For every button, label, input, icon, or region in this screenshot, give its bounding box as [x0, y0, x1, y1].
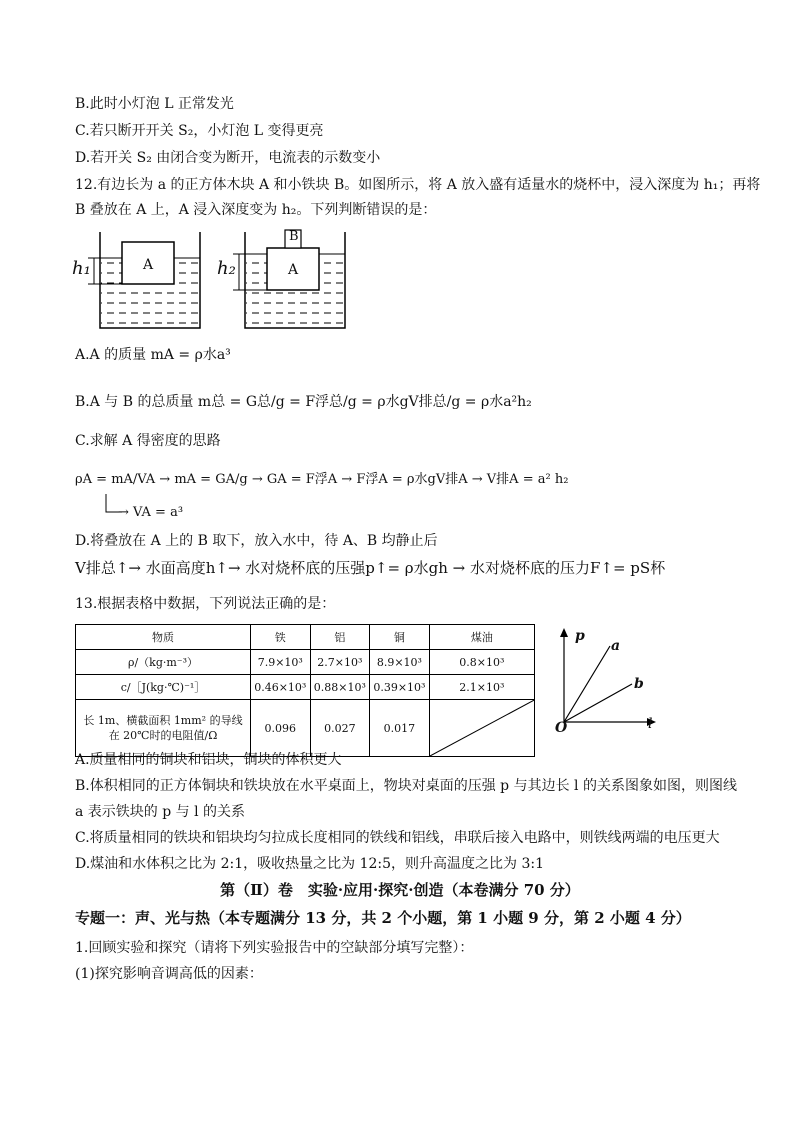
- table-cell: 0.8×10³: [429, 650, 534, 675]
- section-title: 第（Ⅱ）卷 实验·应用·探究·创造（本卷满分 70 分）: [220, 881, 580, 899]
- q13-option-d: D.煤油和水体积之比为 2:1，吸收热量之比为 12:5，则升高温度之比为 3:1: [75, 856, 545, 872]
- label-h1: h₁: [72, 258, 91, 279]
- q12-stem-line-2: B 叠放在 A 上，A 浸入深度变为 h₂。下列判断错误的是：: [75, 202, 437, 218]
- q12-option-c-branch: → VA = a³: [118, 505, 184, 520]
- q13-option-b-line-2: a 表示铁块的 p 与 l 的关系: [75, 804, 246, 820]
- table-cell: 0.027: [310, 700, 370, 757]
- beaker-figure-1: [70, 228, 210, 336]
- graph-line-a-label: a: [611, 638, 621, 654]
- experiment-sub-prompt: (1)探究影响音调高低的因素：: [75, 966, 263, 982]
- beaker-figure-2: [215, 228, 355, 336]
- q11-option-c: C.若只断开开关 S₂，小灯泡 L 变得更亮: [75, 123, 324, 139]
- table-cell: 0.096: [251, 700, 311, 757]
- table-cell: ρ/（kg·m⁻³）: [76, 650, 251, 675]
- q13-option-c: C.将质量相同的铁块和铝块均匀拉成长度相同的铁线和铝线，串联后接入电路中，则铁线两端的电压更大: [75, 830, 720, 846]
- q13-stem: 13.根据表格中数据，下列说法正确的是：: [75, 596, 336, 612]
- q12-option-d: D.将叠放在 A 上的 B 取下，放入水中，待 A、B 均静止后: [75, 533, 438, 549]
- q12-stem-line-1: 12.有边长为 a 的正方体木块 A 和小铁块 B。如图所示，将 A 放入盛有适量水的烧杯中，浸入深度为 h₁；再将: [75, 177, 761, 193]
- q12-option-c: C.求解 A 得密度的思路: [75, 433, 221, 449]
- q13-option-b-line-1: B.体积相同的正方体铜块和铁块放在水平桌面上，物块对桌面的压强 p 与其边长 l 的关系图象如图，则图线: [75, 778, 737, 794]
- table-row: [76, 700, 535, 757]
- label-h2: h₂: [217, 258, 236, 279]
- table-cell: 8.9×10³: [370, 650, 430, 675]
- label-block-a-2: A: [288, 262, 299, 278]
- table-diagonal-cell: [429, 700, 534, 757]
- table-cell: 2.1×10³: [429, 675, 534, 700]
- topic-title: 专题一：声、光与热（本专题满分 13 分，共 2 个小题，第 1 小题 9 分，第 2 小题 4 分）: [75, 909, 691, 927]
- table-header-cell: 铜: [370, 625, 430, 650]
- table-cell: 7.9×10³: [251, 650, 311, 675]
- table-header-cell: 铁: [251, 625, 311, 650]
- q13-option-a: A.质量相同的铜块和铝块，铜块的体积更大: [75, 752, 342, 768]
- q11-option-b: B.此时小灯泡 L 正常发光: [75, 96, 234, 112]
- table-header-cell: 铝: [310, 625, 370, 650]
- label-block-a-1: A: [143, 257, 154, 273]
- table-cell: 0.46×10³: [251, 675, 311, 700]
- q11-option-d: D.若开关 S₂ 由闭合变为断开，电流表的示数变小: [75, 150, 381, 166]
- table-header-cell: 煤油: [429, 625, 534, 650]
- q12-option-c-chain: ρA = mA/VA → mA = GA/g → GA = F浮A → F浮A = ρ水gV排A → V排A = a² h₂: [75, 472, 569, 487]
- graph-x-label: l: [648, 716, 653, 732]
- table-row: [76, 675, 535, 700]
- q12-option-d-chain: V排总↑→ 水面高度h↑→ 水对烧杯底的压强p↑= ρ水gh → 水对烧杯底的压力F↑= pS杯: [75, 559, 666, 577]
- table-row: [76, 650, 535, 675]
- table-cell: 0.39×10³: [370, 675, 430, 700]
- label-block-b: B: [289, 229, 299, 244]
- table-header-cell: 物质: [76, 625, 251, 650]
- table-cell: c/［J(kg·℃)⁻¹］: [76, 675, 251, 700]
- table-cell: 0.017: [370, 700, 430, 757]
- q12-option-b: B.A 与 B 的总质量 m总 = G总/g = F浮总/g = ρ水gV排总/g = ρ水a²h₂: [75, 394, 532, 410]
- graph-y-label: p: [575, 628, 585, 644]
- table-header-row: [76, 625, 535, 650]
- graph-origin-label: O: [555, 720, 568, 736]
- p-l-graph: [552, 624, 662, 736]
- table-cell: 2.7×10³: [310, 650, 370, 675]
- experiment-prompt: 1.回顾实验和探究（请将下列实验报告中的空缺部分填写完整）：: [75, 940, 474, 956]
- q12-option-a: A.A 的质量 mA = ρ水a³: [75, 347, 231, 363]
- table-cell: 长 1m、横截面积 1mm² 的导线在 20℃时的电阻值/Ω: [76, 700, 251, 757]
- table-cell: 0.88×10³: [310, 675, 370, 700]
- material-data-table: [75, 624, 535, 757]
- graph-line-b-label: b: [634, 676, 644, 692]
